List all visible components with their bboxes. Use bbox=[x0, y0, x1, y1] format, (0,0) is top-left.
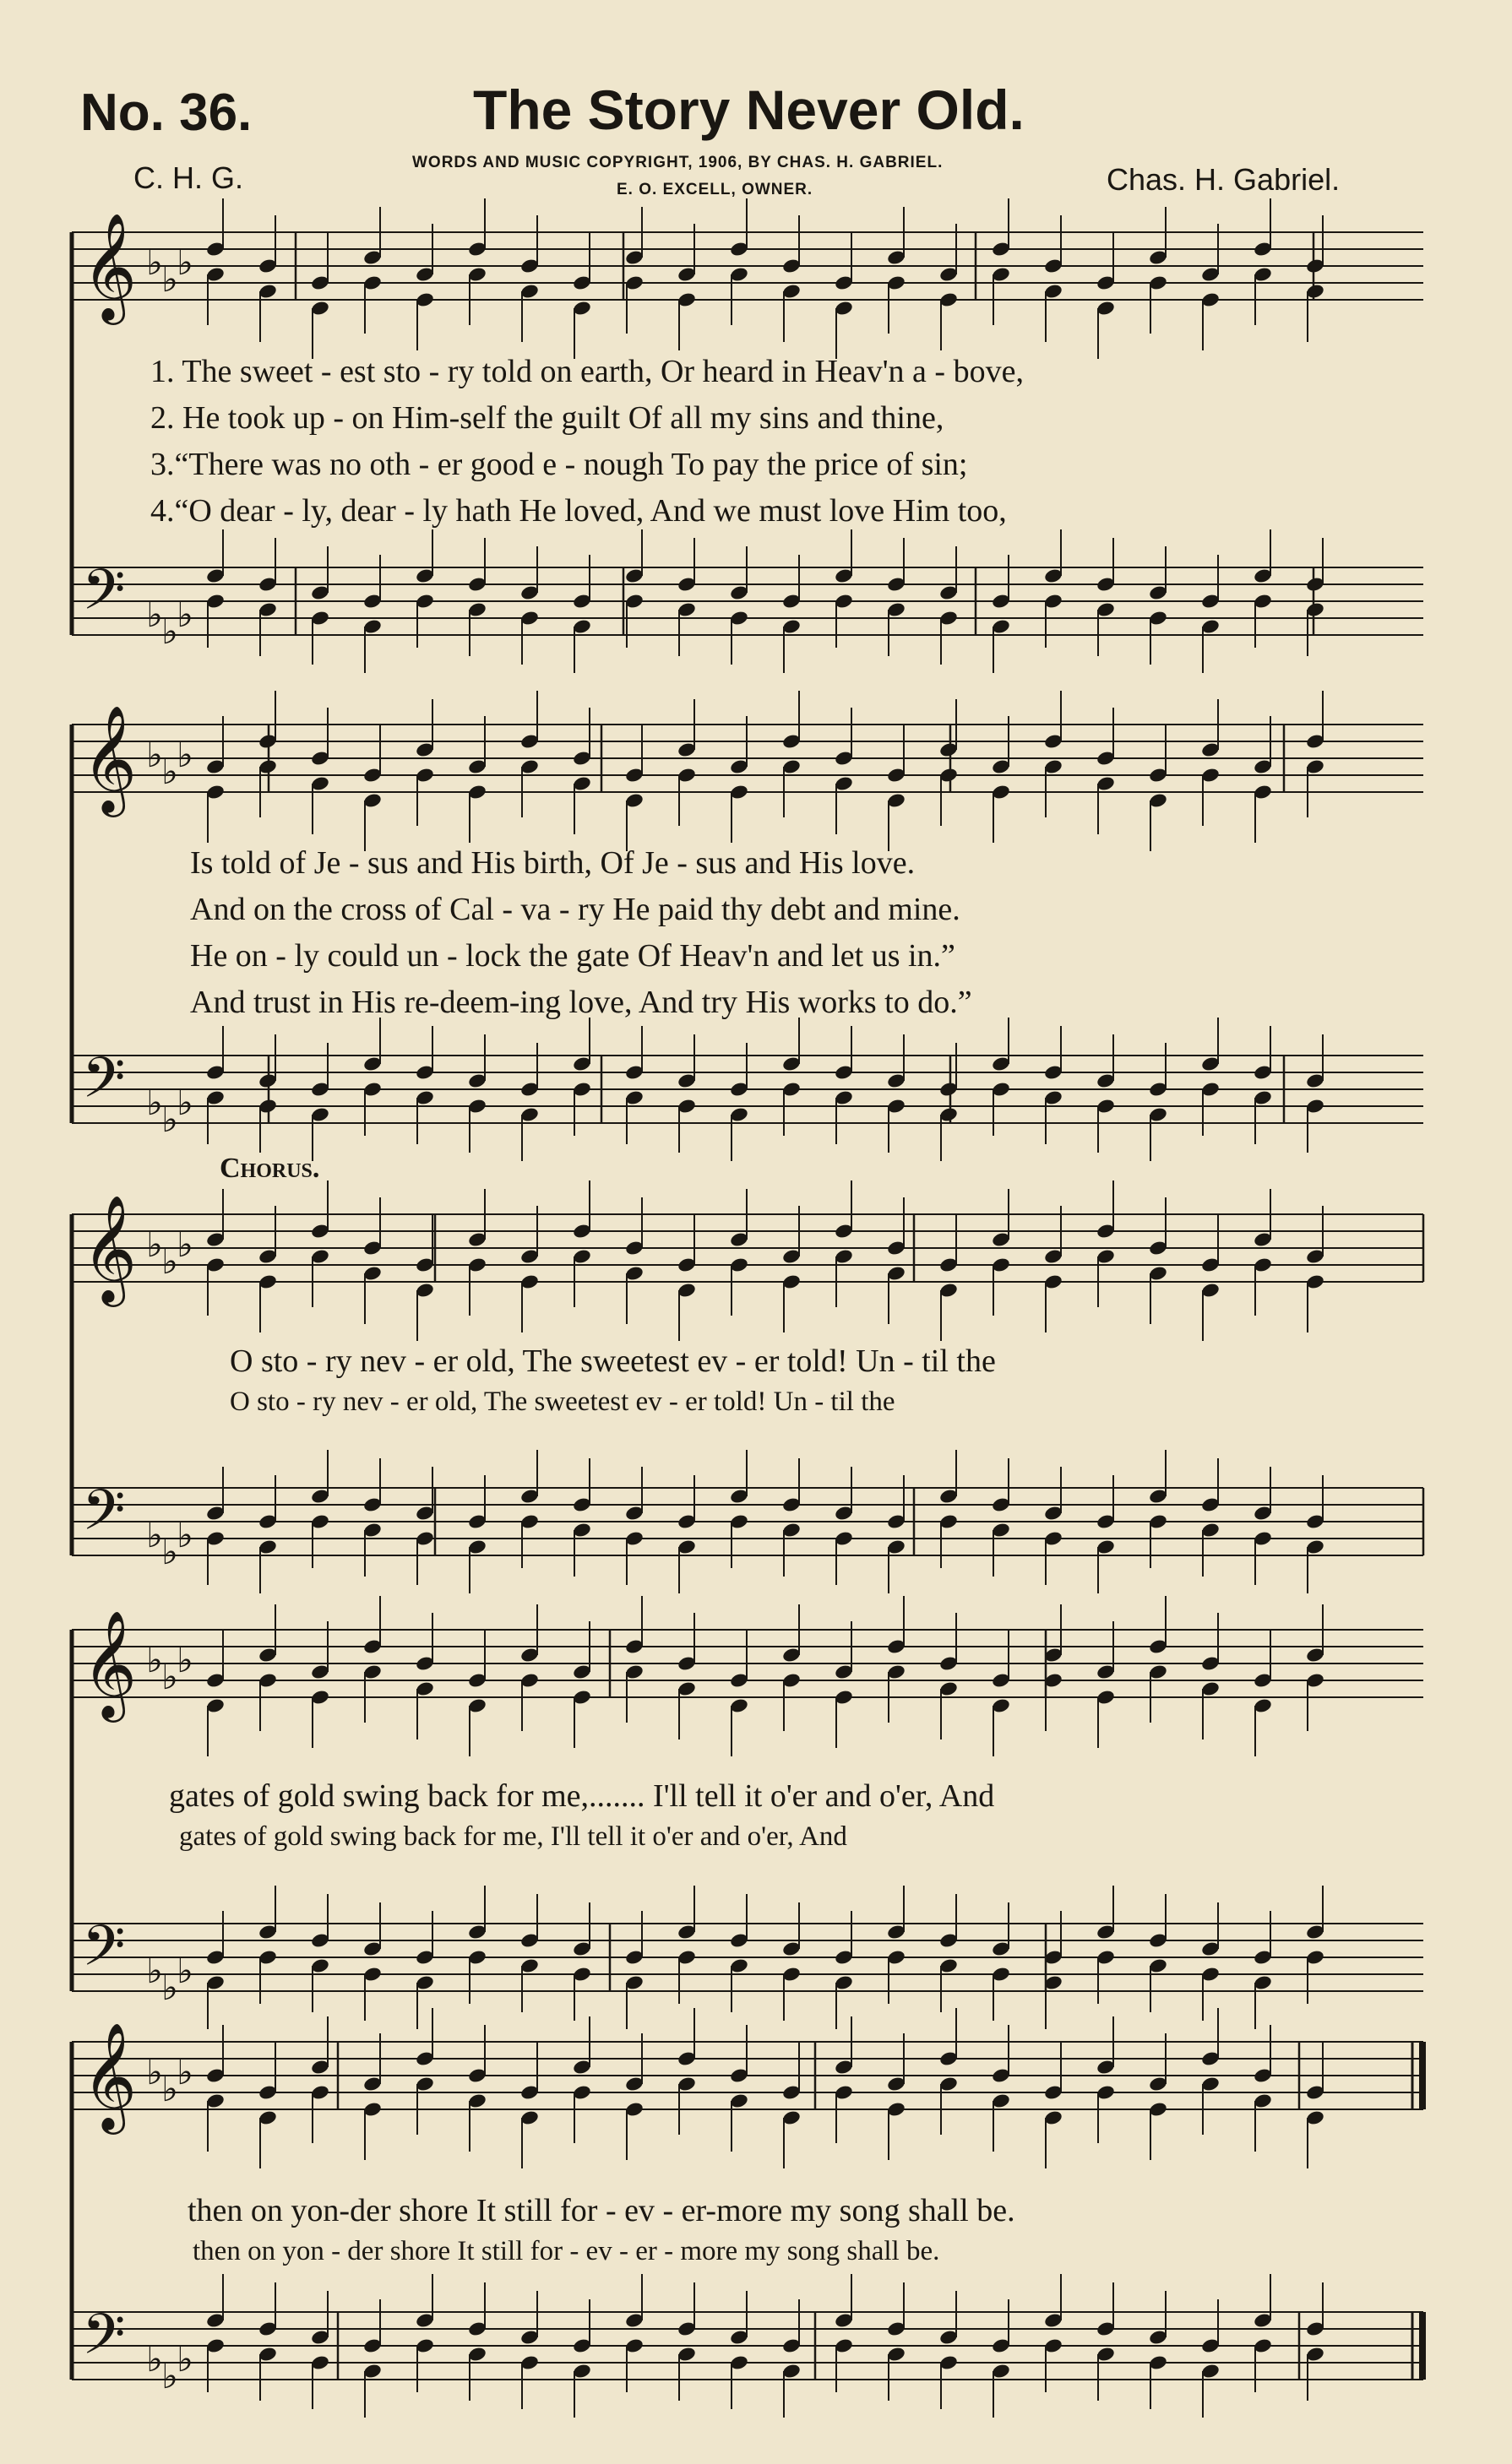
verse-2-line-1: 2. He took up - on Him-self the guilt Of all my sins and thine, bbox=[150, 400, 944, 436]
copyright-line-2: E. O. EXCELL, OWNER. bbox=[617, 181, 813, 198]
flat-icon: ♭ bbox=[146, 242, 163, 283]
hymn-number: No. 36. bbox=[80, 84, 253, 142]
treble-clef-icon: 𝄞 bbox=[82, 1194, 138, 1302]
verse-2-line-2: And on the cross of Cal - va - ry He paid thy debt and mine. bbox=[190, 892, 960, 927]
composer-name: Chas. H. Gabriel. bbox=[1107, 162, 1341, 197]
hymn-title: The Story Never Old. bbox=[473, 79, 1025, 141]
flat-icon: ♭ bbox=[161, 1099, 178, 1140]
flat-icon: ♭ bbox=[177, 1082, 193, 1123]
chorus-1-lower: O sto - ry nev - er old, The sweetest ev - er told! Un - til the bbox=[230, 1387, 895, 1417]
flat-icon: ♭ bbox=[177, 594, 193, 635]
flat-icon: ♭ bbox=[177, 1224, 193, 1265]
flat-icon: ♭ bbox=[161, 1531, 178, 1572]
chorus-1-upper: O sto - ry nev - er old, The sweetest ev - er told! Un - til the bbox=[230, 1343, 996, 1379]
verse-4-line-2: And trust in His re-deem-ing love, And try His works to do.” bbox=[190, 985, 972, 1020]
flat-icon: ♭ bbox=[146, 1950, 163, 1991]
flat-icon: ♭ bbox=[161, 258, 178, 300]
treble-clef-icon: 𝄞 bbox=[82, 212, 138, 320]
bass-clef-icon: 𝄢 bbox=[82, 1478, 126, 1556]
flat-icon: ♭ bbox=[146, 734, 163, 775]
flat-icon: ♭ bbox=[146, 2051, 163, 2092]
verse-1-line-2: Is told of Je - sus and His birth, Of Je - sus and His love. bbox=[190, 845, 916, 881]
flat-icon: ♭ bbox=[177, 1639, 193, 1680]
verse-1-line-1: 1. The sweet - est sto - ry told on earth, Or heard in Heav'n a - bove, bbox=[150, 354, 1024, 389]
treble-clef-icon: 𝄞 bbox=[82, 1609, 138, 1718]
bass-clef-icon: 𝄢 bbox=[82, 1913, 126, 1992]
flat-icon: ♭ bbox=[146, 1224, 163, 1265]
verse-3-line-1: 3.“There was no oth - er good e - nough To pay the price of sin; bbox=[150, 447, 968, 482]
treble-clef-icon: 𝄞 bbox=[82, 704, 138, 812]
bass-clef-icon: 𝄢 bbox=[82, 557, 126, 636]
chorus-3-upper: then on yon-der shore It still for - ev - er-more my song shall be. bbox=[188, 2193, 1015, 2228]
chorus-label: Chorus. bbox=[220, 1153, 320, 1184]
flat-icon: ♭ bbox=[161, 2068, 178, 2109]
copyright-line-1: WORDS AND MUSIC COPYRIGHT, 1906, BY CHAS. H. GABRIEL. bbox=[412, 154, 944, 171]
flat-icon: ♭ bbox=[161, 2355, 178, 2396]
bass-clef-icon: 𝄢 bbox=[82, 2302, 126, 2380]
flat-icon: ♭ bbox=[146, 1082, 163, 1123]
flat-icon: ♭ bbox=[146, 1639, 163, 1680]
chorus-2-lower: gates of gold swing back for me, I'll tell it o'er and o'er, And bbox=[179, 1821, 847, 1852]
verse-4-line-1: 4.“O dear - ly, dear - ly hath He loved, And we must love Him too, bbox=[150, 493, 1007, 529]
bass-clef-icon: 𝄢 bbox=[82, 1045, 126, 1124]
flat-icon: ♭ bbox=[177, 1514, 193, 1555]
flat-icon: ♭ bbox=[177, 242, 193, 283]
verse-3-line-2: He on - ly could un - lock the gate Of Heav'n and let us in.” bbox=[190, 938, 955, 974]
treble-clef-icon: 𝄞 bbox=[82, 2022, 138, 2130]
flat-icon: ♭ bbox=[146, 1514, 163, 1555]
author-initials: C. H. G. bbox=[133, 160, 244, 195]
flat-icon: ♭ bbox=[177, 2051, 193, 2092]
flat-icon: ♭ bbox=[177, 1950, 193, 1991]
flat-icon: ♭ bbox=[146, 2338, 163, 2380]
chorus-3-lower: then on yon - der shore It still for - ev - er - more my song shall be. bbox=[193, 2236, 940, 2266]
flat-icon: ♭ bbox=[161, 1656, 178, 1697]
flat-icon: ♭ bbox=[161, 751, 178, 792]
flat-icon: ♭ bbox=[146, 594, 163, 635]
flat-icon: ♭ bbox=[161, 611, 178, 652]
flat-icon: ♭ bbox=[177, 2338, 193, 2380]
flat-icon: ♭ bbox=[161, 1240, 178, 1282]
chorus-2-upper: gates of gold swing back for me,....... I'll tell it o'er and o'er, And bbox=[169, 1778, 995, 1814]
flat-icon: ♭ bbox=[177, 734, 193, 775]
flat-icon: ♭ bbox=[161, 1967, 178, 2008]
